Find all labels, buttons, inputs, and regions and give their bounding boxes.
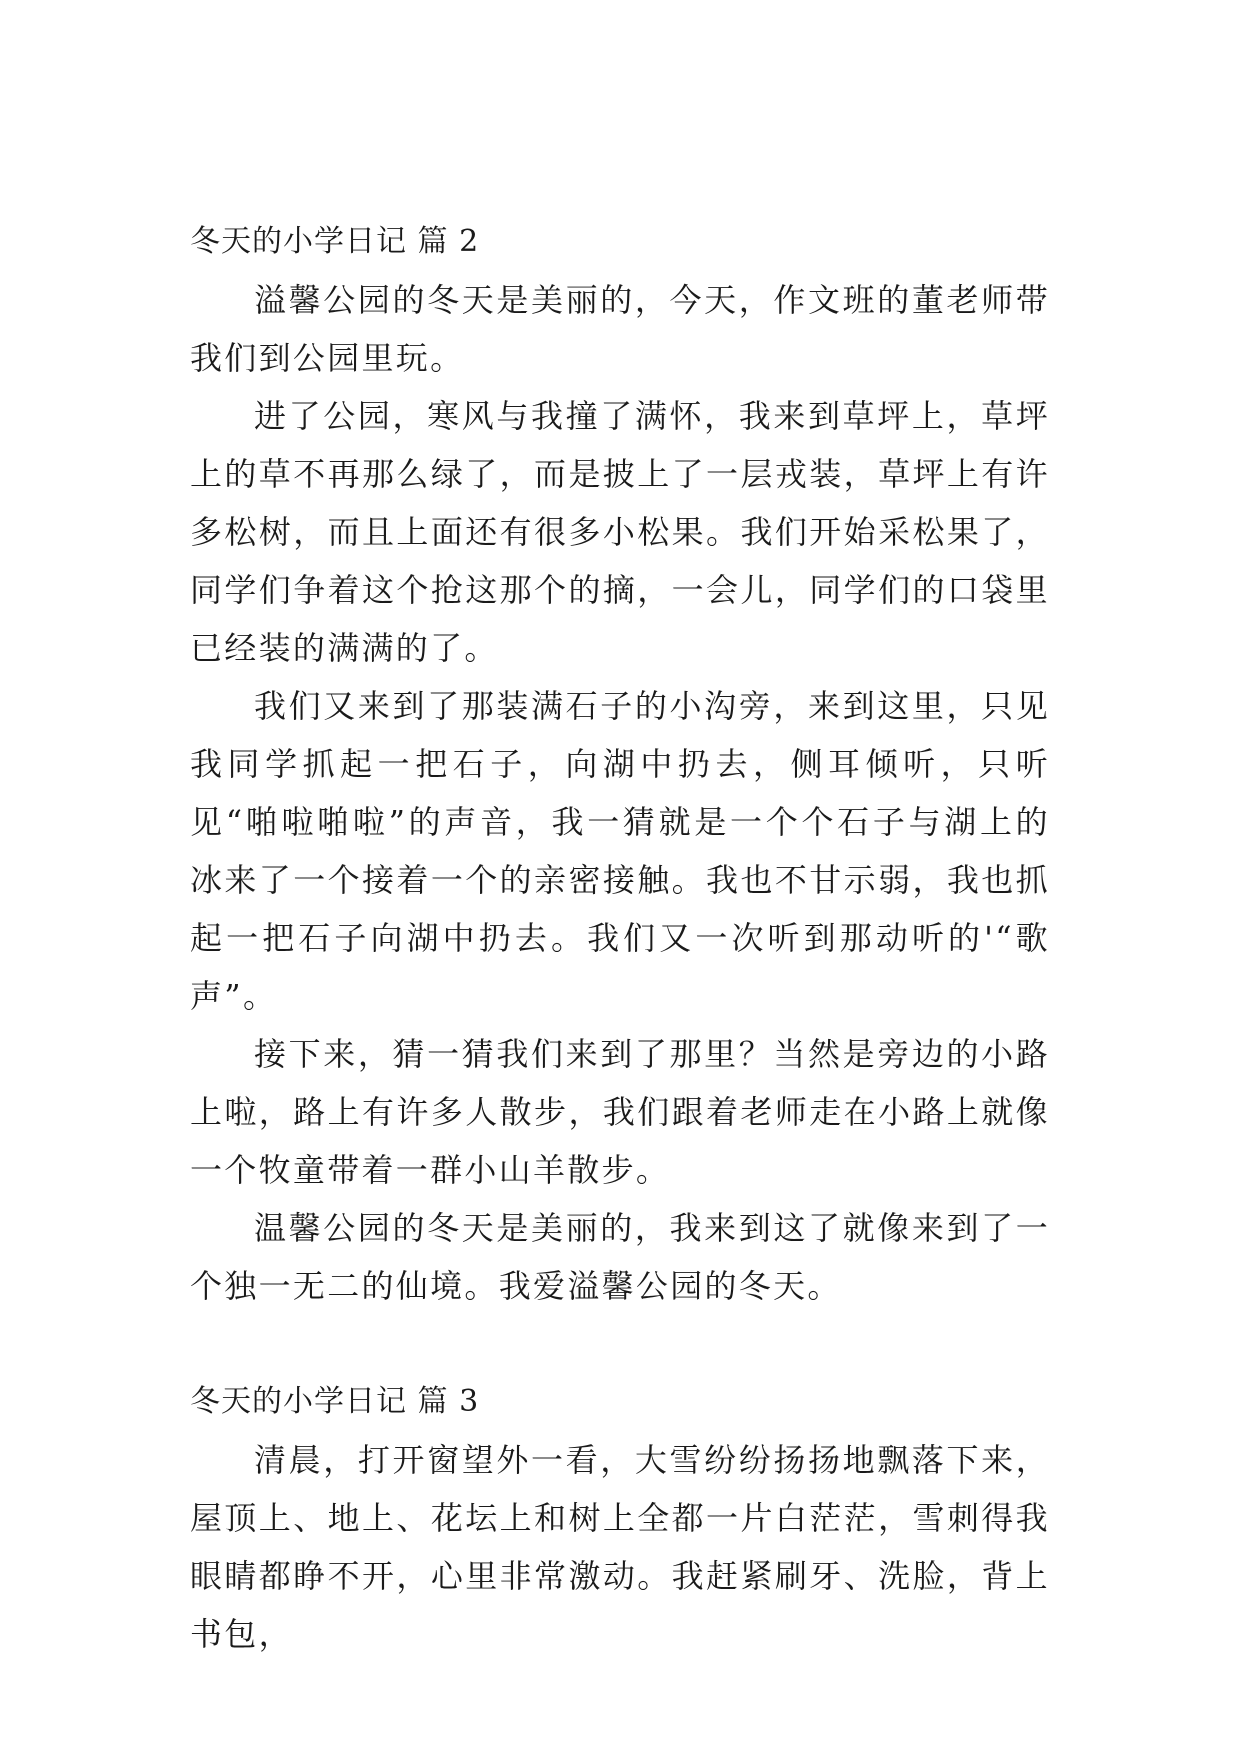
paragraph: 温馨公园的冬天是美丽的，我来到这了就像来到了一个独一无二的仙境。我爱溢馨公园的冬天。 bbox=[190, 1209, 1050, 1305]
document-body bbox=[190, 213, 1050, 1663]
paragraph: 我们又来到了那装满石子的小沟旁，来到这里，只见我同学抓起一把石子，向湖中扔去，侧耳倾听，只听见“啪啦啪啦”的声音，我一猜就是一个个石子与湖上的冰来了一个接着一个的亲密接触。我也不甘示弱，我也抓起一把石子向湖中扔去。我们又一次听到那动听的'“歌声”。 bbox=[190, 687, 1050, 1015]
paragraph: 清晨，打开窗望外一看，大雪纷纷扬扬地飘落下来，屋顶上、地上、花坛上和树上全都一片白茫茫，雪刺得我眼睛都睁不开，心里非常激动。我赶紧刷牙、洗脸，背上书包， bbox=[190, 1441, 1050, 1653]
paragraph: 溢馨公园的冬天是美丽的，今天，作文班的董老师带我们到公园里玩。 bbox=[190, 281, 1050, 377]
diary-section-2 bbox=[190, 213, 1050, 1315]
paragraph: 接下来，猜一猜我们来到了那里？当然是旁边的小路上啦，路上有许多人散步，我们跟着老师走在小路上就像一个牧童带着一群小山羊散步。 bbox=[190, 1035, 1050, 1189]
diary-section-3 bbox=[190, 1373, 1050, 1663]
section-title: 冬天的小学日记 篇 3 bbox=[190, 1384, 480, 1419]
section-title: 冬天的小学日记 篇 2 bbox=[190, 224, 480, 259]
paragraph: 进了公园，寒风与我撞了满怀，我来到草坪上，草坪上的草不再那么绿了，而是披上了一层戎装，草坪上有许多松树，而且上面还有很多小松果。我们开始采松果了，同学们争着这个抢这那个的摘，一会儿，同学们的口袋里已经装的满满的了。 bbox=[190, 397, 1050, 667]
section-spacer bbox=[190, 1315, 1050, 1373]
